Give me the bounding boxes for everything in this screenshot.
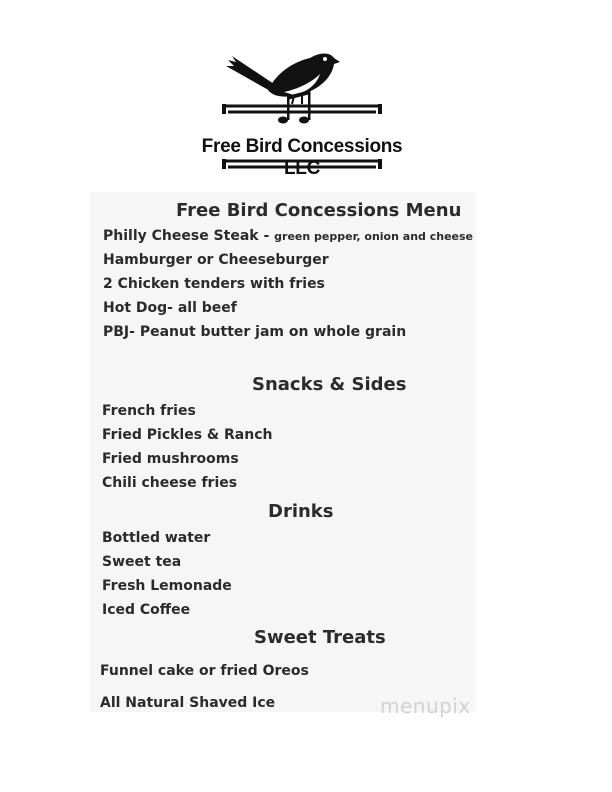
- menu-title: Free Bird Concessions Menu: [176, 200, 462, 221]
- menu-item: Iced Coffee: [102, 602, 191, 618]
- menu-item: Chili cheese fries: [102, 475, 238, 491]
- menu-item: Fried Pickles & Ranch: [102, 427, 273, 443]
- menu-item: PBJ- Peanut butter jam on whole grain: [103, 324, 407, 340]
- menu-item: All Natural Shaved Ice: [100, 695, 276, 711]
- menu-item: Hamburger or Cheeseburger: [103, 252, 329, 268]
- menu-item: Fresh Lemonade: [102, 578, 232, 594]
- menu-item: Hot Dog- all beef: [103, 300, 237, 316]
- menu-item: Fried mushrooms: [102, 451, 239, 467]
- menu-item: Sweet tea: [102, 554, 182, 570]
- menu-item-note: green pepper, onion and cheese: [274, 230, 474, 243]
- menu-item: Bottled water: [102, 530, 211, 546]
- section-heading-drinks: Drinks: [268, 501, 334, 522]
- section-heading-treats: Sweet Treats: [254, 627, 386, 648]
- menu-item: French fries: [102, 403, 196, 419]
- menu-item: Funnel cake or fried Oreos: [100, 663, 309, 679]
- company-name: Free Bird Concessions LLC: [201, 136, 403, 179]
- watermark: menupix: [380, 694, 471, 718]
- menu-item: [103, 228, 473, 244]
- section-heading-snacks: Snacks & Sides: [252, 374, 407, 395]
- company-logo: [184, 44, 420, 179]
- menu-item: 2 Chicken tenders with fries: [103, 276, 325, 292]
- menu-item-name: Philly Cheese Steak -: [103, 228, 275, 244]
